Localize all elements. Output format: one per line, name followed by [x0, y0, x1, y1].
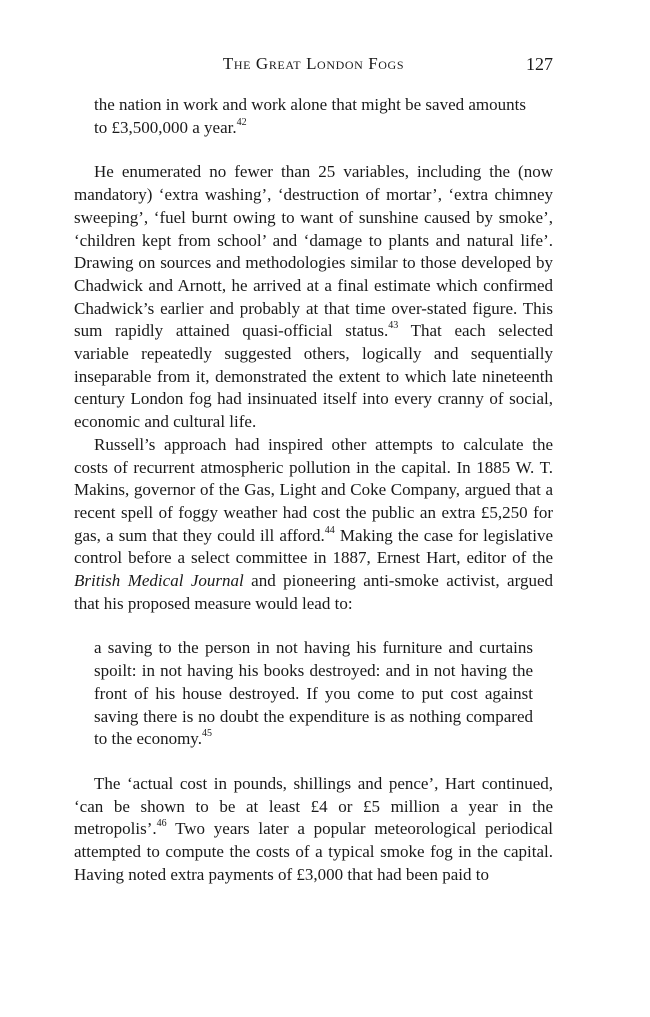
running-head [74, 54, 553, 78]
footnote-ref-44[interactable]: 44 [324, 524, 335, 536]
block-quote-text: a saving to the person in not having his furniture and curtains spoilt: in not having his books destroyed: and in not having the front of his house destroyed. If you come to put cost against saving there is no doubt the expenditure is as nothing compared to the economy. [94, 638, 533, 749]
continued-quote-paragraph [74, 94, 553, 139]
paragraph-text: He enumerated no fewer than 25 variables, including the (now mandatory) ‘extra washing’, ‘destruction of mortar’, ‘extra chimney sweeping’, ‘fuel burnt owing to want of sunshine caused by smoke’, ‘children kept from school’ and ‘damage to plants and natural life’. Drawing on sources and methodologies similar to those developed by Chadwick and Arnott, he arrived at a final estimate which confirmed Chadwick’s earlier and probably at that time over-stated figure. This sum rapidly attained quasi-official status. [74, 162, 553, 341]
paragraph-russell-variables [74, 161, 553, 433]
footnote-ref-42[interactable]: 42 [236, 116, 247, 128]
block-quote [74, 637, 553, 751]
footnote-ref-45[interactable]: 45 [201, 728, 212, 740]
paragraph-text: Russell’s approach had inspired other attempts to calculate the costs of recurrent atmospheric pollution in the capital. In 1885 W. T. Makins, governor of the Gas, Light and Coke Company, argued that a recent spell of foggy weather had cost the public an extra £5,250 for gas, a sum that they could ill afford. [74, 434, 553, 545]
quote-continuation-text: the nation in work and work alone that might be saved amounts to £3,500,000 a year. [94, 95, 526, 137]
paragraph-gap [74, 139, 553, 161]
paragraph-text: The ‘actual cost in pounds, shillings and pence’, Hart continued, ‘can be shown to be at least £4 or £5 million a year in the metropolis’. [74, 773, 553, 839]
page-number: 127 [526, 54, 553, 74]
footnote-ref-43[interactable]: 43 [388, 320, 399, 332]
paragraph-text: and pioneering anti-smoke activist, argued that his proposed measure would lead to: [74, 571, 554, 613]
paragraph-actual-cost [74, 773, 553, 887]
journal-title: British Medical Journal [74, 571, 244, 591]
paragraph-makins-hart [74, 434, 553, 616]
running-title: The Great London Fogs [222, 54, 405, 73]
paragraph-text: Two years later a popular meteorological periodical attempted to compute the costs of a typical smoke fog in the capital. Having noted extra payments of £3,000 that had been paid to [74, 819, 553, 884]
paragraph-gap [74, 751, 553, 773]
footnote-ref-46[interactable]: 46 [156, 818, 167, 830]
paragraph-gap [74, 615, 553, 637]
paragraph-text: Making the case for legislative control before a select committee in 1887, Ernest Hart, editor of the [74, 525, 553, 568]
paragraph-text: That each selected variable repeatedly suggested others, logically and sequentially inseparable from it, demonstrated the extent to which late nineteenth century London fog had insinuated itself into every cranny of social, economic and cultural life. [74, 321, 553, 432]
body-text [74, 94, 553, 887]
